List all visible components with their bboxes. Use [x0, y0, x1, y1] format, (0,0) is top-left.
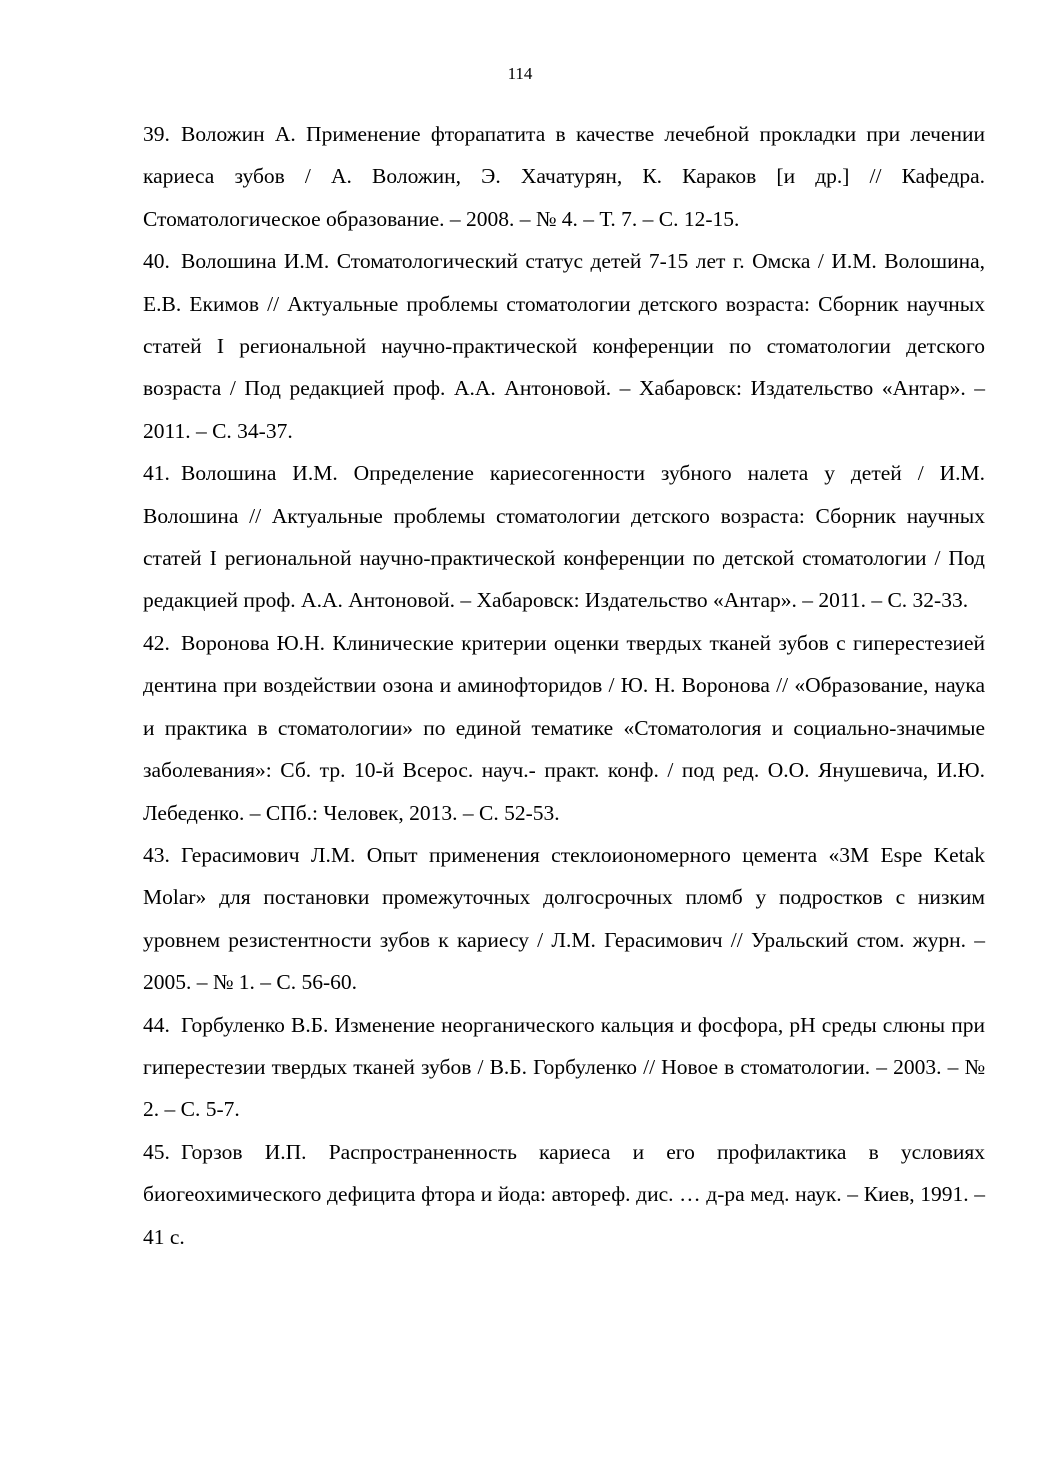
reference-text: Воложин А. Применение фторапатита в качестве лечебной прокладки при лечении кариеса зубов / А. Воложин, Э. Хачатурян, К. Караков [и др.] // Кафедра. Стоматологическое образование. – 2008. – № 4. – Т. 7. – С. 12-15. [143, 122, 985, 231]
reference-number: 39. [143, 122, 170, 146]
reference-item [143, 240, 985, 452]
reference-item [143, 834, 985, 1004]
reference-number: 44. [143, 1012, 170, 1037]
reference-number: 41. [143, 461, 170, 486]
reference-item [143, 113, 985, 240]
reference-text: Волошина И.М. Стоматологический статус детей 7-15 лет г. Омска / И.М. Волошина, Е.В. Екимов // Актуальные проблемы стоматологии детского возраста: Сборник научных статей I региональной научно-практической конференции по стоматологии детского возраста / Под редакцией проф. А.А. Антоновой. – Хабаровск: Издательство «Антар». – 2011. – С. 34-37. [143, 249, 985, 443]
reference-number: 45. [143, 1139, 170, 1164]
reference-text: Воронова Ю.Н. Клинические критерии оценки твердых тканей зубов с гиперестезией дентина при воздействии озона и аминофторидов / Ю. Н. Воронова // «Образование, наука и практика в стоматологии» по единой тематике «Стоматология и социально-значимые заболевания»: Сб. тр. 10-й Всерос. науч.- практ. конф. / под ред. О.О. Янушевича, И.Ю. Лебеденко. – СПб.: Человек, 2013. – С. 52-53. [143, 630, 985, 825]
reference-item [143, 1004, 985, 1131]
reference-number: 42. [143, 630, 170, 655]
reference-number: 40. [143, 249, 170, 274]
page-number: 114 [507, 64, 533, 83]
reference-text: Горбуленко В.Б. Изменение неорганического кальция и фосфора, pH среды слюны при гиперестезии твердых тканей зубов / В.Б. Горбуленко // Новое в стоматологии. – 2003. – № 2. – С. 5-7. [143, 1012, 985, 1122]
reference-text: Волошина И.М. Определение кариесогенности зубного налета у детей / И.М. Волошина // Актуальные проблемы стоматологии детского возраста: Сборник научных статей I региональной научно-практической конференции по детской стоматологии / Под редакцией проф. А.А. Антоновой. – Хабаровск: Издательство «Антар». – 2011. – С. 32-33. [143, 461, 985, 613]
reference-item [143, 452, 985, 622]
reference-list [143, 113, 985, 1258]
reference-item [143, 622, 985, 834]
reference-number: 43. [143, 842, 170, 867]
reference-text: Горзов И.П. Распространенность кариеса и его профилактика в условиях биогеохимического дефицита фтора и йода: автореф. дис. … д-ра мед. наук. – Киев, 1991. – 41 с. [143, 1139, 985, 1249]
reference-text: Герасимович Л.М. Опыт применения стеклоиономерного цемента «3M Espe Ketak Molar» для постановки промежуточных долгосрочных пломб у подростков с низким уровнем резистентности зубов к кариесу / Л.М. Герасимович // Уральский стом. журн. – 2005. – № 1. – С. 56-60. [143, 842, 985, 995]
reference-item [143, 1131, 985, 1258]
